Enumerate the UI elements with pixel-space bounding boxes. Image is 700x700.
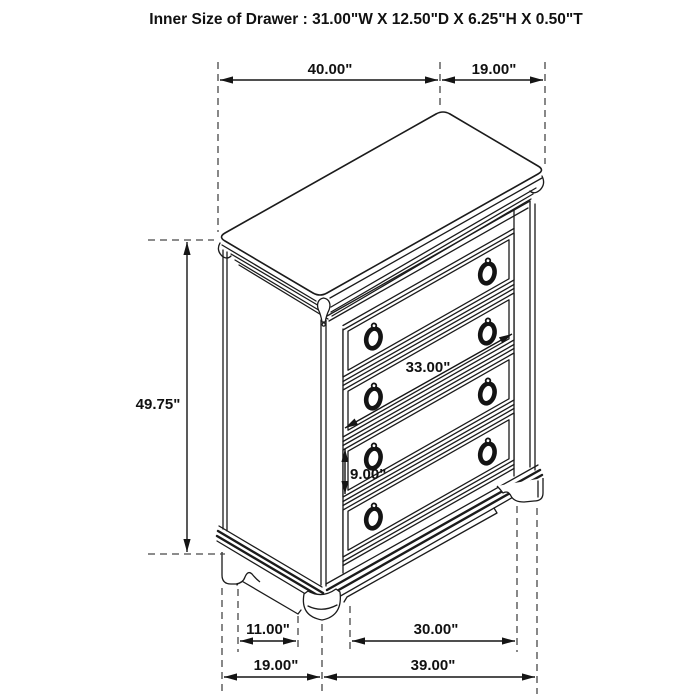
handle-mount xyxy=(485,438,491,444)
handle-mount xyxy=(371,323,377,329)
handle-mount xyxy=(485,258,491,264)
dimension-label-drawer-width: 33.00" xyxy=(405,359,451,376)
top-corner-roll-left xyxy=(218,243,231,258)
handle-mount xyxy=(485,318,491,324)
dimension-label-side-foot-span: 11.00" xyxy=(246,621,290,638)
page-title: Inner Size of Drawer : 31.00"W X 12.50"D X 6.25"H X 0.50"T xyxy=(149,11,583,28)
dimension-label-top-width: 40.00" xyxy=(307,61,353,78)
corner-pendant xyxy=(318,298,330,326)
handle-mount xyxy=(371,503,377,509)
dimension-label-front-foot-span: 30.00" xyxy=(413,621,459,638)
handle-mount xyxy=(485,378,491,384)
pendant-tip xyxy=(322,323,325,326)
dimension-label-base-width: 39.00" xyxy=(410,657,456,674)
dimension-label-height: 49.75" xyxy=(135,396,181,413)
handle-mount xyxy=(371,383,377,389)
handle-mount xyxy=(371,443,377,449)
base-molding xyxy=(217,465,543,614)
dimension-label-top-depth: 19.00" xyxy=(471,61,517,78)
dimension-label-base-depth: 19.00" xyxy=(253,657,299,674)
dimension-overall-height xyxy=(136,240,225,554)
dresser-illustration xyxy=(217,112,544,620)
dimension-label-drawer-height: 9.00" xyxy=(350,466,387,483)
